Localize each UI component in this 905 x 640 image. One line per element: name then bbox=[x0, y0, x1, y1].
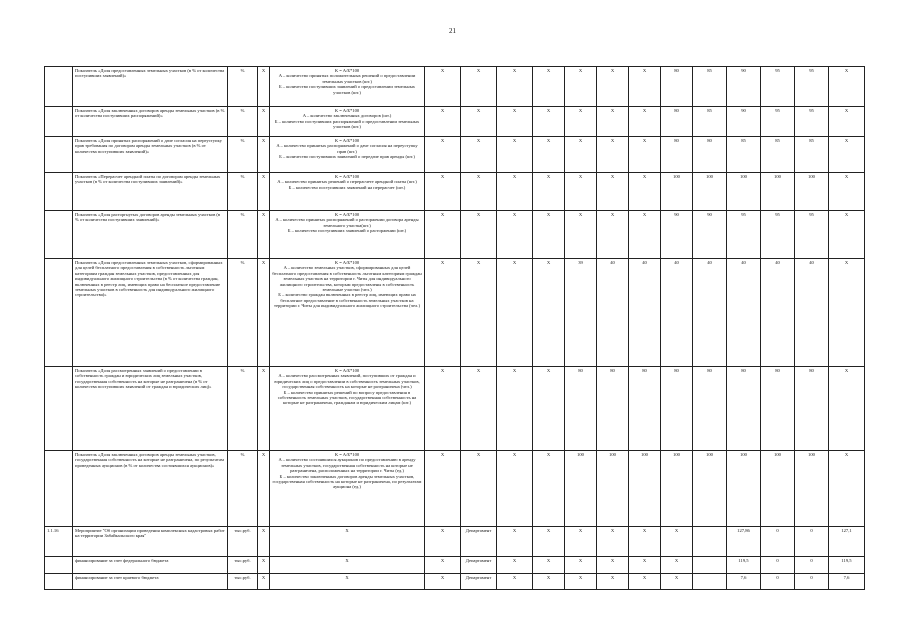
value-cell: X bbox=[533, 173, 565, 211]
unit-cell: тыс.руб. bbox=[228, 557, 258, 574]
value-cell: 127,1 bbox=[829, 527, 865, 557]
value-cell: 90 bbox=[693, 211, 727, 259]
value-cell: X bbox=[461, 211, 497, 259]
value-cell: X bbox=[533, 527, 565, 557]
row-number-cell bbox=[45, 557, 73, 574]
value-cell: X bbox=[425, 67, 461, 107]
indicator-name-cell: Показатель «Доля расторгнутых договоров аренды земельных участков (в % от количества поступивших заявлений)» bbox=[73, 211, 228, 259]
value-cell: 80 bbox=[661, 137, 693, 173]
formula-cell bbox=[270, 67, 425, 107]
value-cell bbox=[693, 527, 727, 557]
value-cell: X bbox=[425, 259, 461, 367]
value-cell: X bbox=[425, 173, 461, 211]
value-cell: 85 bbox=[693, 107, 727, 137]
table-row bbox=[45, 527, 865, 557]
value-cell: 85 bbox=[761, 137, 795, 173]
value-cell: X bbox=[425, 574, 461, 590]
row-number-cell bbox=[45, 137, 73, 173]
value-cell: X bbox=[629, 527, 661, 557]
value-cell: 0 bbox=[795, 527, 829, 557]
value-cell: X bbox=[829, 67, 865, 107]
indicator-name-cell: финансирование за счет краевого бюджета bbox=[73, 574, 228, 590]
value-cell: 7,6 bbox=[829, 574, 865, 590]
formula-line: A – количество принятых распоряжений о даче согласия на переуступку прав (шт.) bbox=[276, 143, 418, 154]
value-cell: 40 bbox=[761, 259, 795, 367]
value-cell: X bbox=[497, 211, 533, 259]
table-row bbox=[45, 173, 865, 211]
value-cell: X bbox=[661, 574, 693, 590]
value-cell: X bbox=[829, 137, 865, 173]
mark-cell: X bbox=[258, 367, 270, 451]
formula-cell bbox=[270, 107, 425, 137]
value-cell: X bbox=[533, 367, 565, 451]
value-cell: X bbox=[565, 557, 597, 574]
indicator-name-cell: Показатель «Перерасчет арендной платы по договорам аренды земельных участков (в % от количества поступивших заявлений)» bbox=[73, 173, 228, 211]
value-cell: X bbox=[829, 259, 865, 367]
table-row bbox=[45, 367, 865, 451]
value-cell: X bbox=[425, 367, 461, 451]
value-cell: 90 bbox=[727, 67, 761, 107]
value-cell: X bbox=[461, 367, 497, 451]
formula-line: K = A/Б*100 bbox=[334, 174, 360, 179]
value-cell: 80 bbox=[629, 367, 661, 451]
value-cell: 40 bbox=[661, 259, 693, 367]
formula-line: A – количество принятых распоряжений о расторжении договора аренды земельного участка(шт.) bbox=[275, 217, 419, 228]
value-cell: X bbox=[629, 67, 661, 107]
row-number-cell bbox=[45, 107, 73, 137]
value-cell: X bbox=[497, 527, 533, 557]
formula-line: K = A/Б*100 bbox=[334, 452, 360, 457]
value-cell: X bbox=[829, 451, 865, 527]
indicator-name-cell: финансирование за счет федерального бюджета bbox=[73, 557, 228, 574]
table-row bbox=[45, 107, 865, 137]
value-cell: 127,86 bbox=[727, 527, 761, 557]
formula-line: A – количество состоявшихся аукционов по предоставлению в аренду земельных участков, государственная собственность на которые не разграничена, расположенных на территории г. Читы (ед.) bbox=[278, 457, 416, 474]
value-cell: 80 bbox=[661, 367, 693, 451]
value-cell: X bbox=[829, 211, 865, 259]
value-cell: X bbox=[497, 173, 533, 211]
formula-line: X bbox=[345, 558, 349, 563]
value-cell: 100 bbox=[661, 451, 693, 527]
value-cell: 100 bbox=[761, 451, 795, 527]
value-cell: X bbox=[497, 137, 533, 173]
value-cell: 7,6 bbox=[727, 574, 761, 590]
value-cell: X bbox=[425, 451, 461, 527]
indicator-name-cell: Мероприятие "Об организации проведения комплексных кадастровых работ на территории Забайкальского края" bbox=[73, 527, 228, 557]
value-cell: 95 bbox=[761, 107, 795, 137]
value-cell: X bbox=[565, 107, 597, 137]
formula-cell bbox=[270, 259, 425, 367]
row-number-cell bbox=[45, 451, 73, 527]
value-cell: X bbox=[597, 557, 629, 574]
value-cell: 85 bbox=[795, 137, 829, 173]
formula-line: K = A/Б*100 bbox=[334, 68, 360, 73]
value-cell: 80 bbox=[727, 367, 761, 451]
formula-cell bbox=[270, 557, 425, 574]
formula-line: K = A/Б*100 bbox=[334, 368, 360, 373]
value-cell: X bbox=[533, 107, 565, 137]
mark-cell: X bbox=[258, 259, 270, 367]
value-cell: X bbox=[425, 527, 461, 557]
value-cell: X bbox=[829, 367, 865, 451]
table-body bbox=[45, 67, 865, 590]
value-cell: 100 bbox=[661, 173, 693, 211]
formula-line: X bbox=[345, 575, 349, 580]
value-cell: X bbox=[497, 367, 533, 451]
value-cell: X bbox=[661, 527, 693, 557]
value-cell: X bbox=[533, 137, 565, 173]
value-cell: X bbox=[629, 574, 661, 590]
value-cell: 0 bbox=[795, 574, 829, 590]
value-cell: 95 bbox=[761, 67, 795, 107]
value-cell: 119,5 bbox=[727, 557, 761, 574]
value-cell: 40 bbox=[629, 259, 661, 367]
unit-cell: % bbox=[228, 173, 258, 211]
value-cell: 39 bbox=[565, 259, 597, 367]
unit-cell: тыс.руб. bbox=[228, 527, 258, 557]
formula-line: A – количество принятых положительных решений о предоставлении земельных участков (шт.) bbox=[278, 73, 416, 84]
formula-line: X bbox=[345, 528, 349, 533]
value-cell: 40 bbox=[795, 259, 829, 367]
value-cell: 95 bbox=[795, 107, 829, 137]
value-cell: 80 bbox=[693, 367, 727, 451]
value-cell: X bbox=[533, 557, 565, 574]
value-cell: 80 bbox=[795, 367, 829, 451]
row-number-cell bbox=[45, 367, 73, 451]
value-cell bbox=[693, 557, 727, 574]
value-cell: 100 bbox=[629, 451, 661, 527]
value-cell: X bbox=[629, 173, 661, 211]
formula-cell bbox=[270, 173, 425, 211]
value-cell: X bbox=[829, 173, 865, 211]
value-cell: Департамент bbox=[461, 557, 497, 574]
formula-line: A – количество заключенных договоров (шт.) bbox=[302, 113, 392, 119]
mark-cell: X bbox=[258, 451, 270, 527]
value-cell: X bbox=[461, 173, 497, 211]
unit-cell: % bbox=[228, 451, 258, 527]
value-cell: 90 bbox=[727, 107, 761, 137]
value-cell: X bbox=[629, 211, 661, 259]
unit-cell: % bbox=[228, 211, 258, 259]
formula-line: K = A/Б*100 bbox=[334, 260, 360, 265]
value-cell: 119,5 bbox=[829, 557, 865, 574]
formula-line: Б – количество поступивших заявлений на перерасчет (шт.) bbox=[288, 184, 406, 190]
mark-cell: X bbox=[258, 173, 270, 211]
value-cell: X bbox=[533, 67, 565, 107]
value-cell: 100 bbox=[693, 173, 727, 211]
indicator-name-cell: Показатель «Доля принятых распоряжений о даче согласия на переуступку прав требования по договорам аренды земельных участков (в % от количества поступивших заявлений)» bbox=[73, 137, 228, 173]
value-cell: X bbox=[425, 107, 461, 137]
value-cell: 100 bbox=[795, 451, 829, 527]
row-number-cell bbox=[45, 67, 73, 107]
value-cell: 100 bbox=[795, 173, 829, 211]
value-cell: X bbox=[425, 557, 461, 574]
value-cell: 100 bbox=[565, 451, 597, 527]
value-cell: X bbox=[629, 557, 661, 574]
indicator-name-cell: Показатель «Доля рассмотренных заявлений о предоставлении в собственность граждан и юридических лиц земельных участков, государственная собственность на которые не разграничена (в % от количества поступивших заявлений от граждан и юридических лиц)» bbox=[73, 367, 228, 451]
value-cell: X bbox=[565, 67, 597, 107]
value-cell: X bbox=[533, 574, 565, 590]
formula-cell bbox=[270, 137, 425, 173]
formula-line: Б – количество поступивших заявлений о передаче прав аренды (шт.) bbox=[279, 154, 415, 160]
value-cell: 80 bbox=[661, 107, 693, 137]
value-cell: X bbox=[497, 451, 533, 527]
value-cell: X bbox=[565, 527, 597, 557]
value-cell: 85 bbox=[693, 67, 727, 107]
value-cell: 0 bbox=[761, 557, 795, 574]
value-cell: Департамент bbox=[461, 574, 497, 590]
mark-cell: X bbox=[258, 67, 270, 107]
mark-cell: X bbox=[258, 574, 270, 590]
page-number: 21 bbox=[449, 27, 456, 35]
value-cell: X bbox=[461, 107, 497, 137]
table-row bbox=[45, 451, 865, 527]
value-cell: 80 bbox=[761, 367, 795, 451]
value-cell: 0 bbox=[795, 557, 829, 574]
row-number-cell bbox=[45, 211, 73, 259]
value-cell: 40 bbox=[693, 259, 727, 367]
value-cell: X bbox=[597, 574, 629, 590]
value-cell: 100 bbox=[761, 173, 795, 211]
value-cell: X bbox=[425, 211, 461, 259]
value-cell: X bbox=[565, 137, 597, 173]
value-cell: X bbox=[661, 557, 693, 574]
value-cell: X bbox=[533, 259, 565, 367]
formula-line: A – количество рассмотренных заявлений, поступивших от граждан и юридических лиц о предоставлении в собственность земельных участков, государственная собственность на которые не разграничена (чел.) bbox=[274, 373, 420, 390]
indicator-name-cell: Показатель «Доля заключенных договоров аренды земельных участков (в % от количества поступивших распоряжений)» bbox=[73, 107, 228, 137]
formula-line: A – количество принятых решений о перерасчете арендной платы (шт.) bbox=[277, 179, 417, 185]
value-cell: 100 bbox=[727, 173, 761, 211]
value-cell: X bbox=[533, 211, 565, 259]
formula-line: K = A/Б*100 bbox=[334, 108, 360, 113]
formula-line: A – количество земельных участков, сформированных для целей бесплатного предоставления в собственность льготным категориям граждан земельных участков на территории г. Читы для индивидуального жилищного строительства, которым предоставлены в собственность земельные участки (чел.) bbox=[272, 265, 422, 293]
value-cell: X bbox=[461, 451, 497, 527]
value-cell: X bbox=[497, 574, 533, 590]
value-cell: 80 bbox=[693, 137, 727, 173]
value-cell: X bbox=[597, 527, 629, 557]
unit-cell: тыс.руб. bbox=[228, 574, 258, 590]
unit-cell: % bbox=[228, 107, 258, 137]
value-cell: X bbox=[597, 107, 629, 137]
mark-cell: X bbox=[258, 107, 270, 137]
value-cell: X bbox=[829, 107, 865, 137]
formula-line: K = A/Б*100 bbox=[334, 212, 360, 217]
value-cell: X bbox=[461, 259, 497, 367]
mark-cell: X bbox=[258, 211, 270, 259]
mark-cell: X bbox=[258, 527, 270, 557]
formula-line: K = A/Б*100 bbox=[334, 138, 360, 143]
value-cell: X bbox=[597, 137, 629, 173]
formula-cell bbox=[270, 367, 425, 451]
value-cell: 100 bbox=[693, 451, 727, 527]
unit-cell: % bbox=[228, 367, 258, 451]
indicators-table bbox=[44, 66, 865, 590]
formula-line: Б – количество принятых решений по вопросу предоставления в собственность земельных участков, государственная собственность на которые не разграничена, гражданам и юридическим лицам (шт.) bbox=[277, 389, 417, 406]
indicator-name-cell: Показатель «Доля заключенных договоров аренды земельных участков, государственная собственность на которые не разграничена, по результатам проведенных аукционов (в % от количества состоявшихся аукционов)» bbox=[73, 451, 228, 527]
value-cell: 80 bbox=[565, 367, 597, 451]
value-cell: 100 bbox=[597, 451, 629, 527]
value-cell: 100 bbox=[727, 451, 761, 527]
value-cell: 95 bbox=[795, 211, 829, 259]
formula-cell bbox=[270, 451, 425, 527]
row-number-cell bbox=[45, 574, 73, 590]
unit-cell: % bbox=[228, 137, 258, 173]
value-cell: 90 bbox=[661, 211, 693, 259]
value-cell: X bbox=[497, 107, 533, 137]
row-number-cell: 1.1.16 bbox=[45, 527, 73, 557]
value-cell: 40 bbox=[727, 259, 761, 367]
value-cell: Департамент bbox=[461, 527, 497, 557]
unit-cell: % bbox=[228, 259, 258, 367]
value-cell: X bbox=[497, 259, 533, 367]
table-row bbox=[45, 67, 865, 107]
unit-cell: % bbox=[228, 67, 258, 107]
value-cell: 95 bbox=[727, 211, 761, 259]
value-cell: X bbox=[629, 137, 661, 173]
table-row bbox=[45, 574, 865, 590]
value-cell: 0 bbox=[761, 527, 795, 557]
indicator-name-cell: Показатель «Доля предоставленных земельных участков, сформированных для целей бесплатного предоставления в собственность льготным категориям граждан земельных участков, предоставленных для индивидуального жилищного строительства (в % от количества граждан, включенных в реестр лиц, имеющих право на бесплатное предоставление земельных участков в собственность для индивидуального жилищного строительства)» bbox=[73, 259, 228, 367]
indicator-name-cell: Показатель «Доля предоставленных земельных участков (в % от количества поступивших заявлений)» bbox=[73, 67, 228, 107]
value-cell: 80 bbox=[597, 367, 629, 451]
value-cell: X bbox=[629, 107, 661, 137]
formula-cell bbox=[270, 527, 425, 557]
value-cell: X bbox=[461, 137, 497, 173]
value-cell bbox=[693, 574, 727, 590]
value-cell: X bbox=[497, 67, 533, 107]
value-cell: X bbox=[497, 557, 533, 574]
formula-cell bbox=[270, 574, 425, 590]
row-number-cell bbox=[45, 173, 73, 211]
value-cell: 80 bbox=[661, 67, 693, 107]
formula-line: Б – количество поступивших распоряжений о предоставлении земельных участков (шт.) bbox=[274, 118, 420, 130]
value-cell: 85 bbox=[727, 137, 761, 173]
value-cell: X bbox=[565, 574, 597, 590]
table-row bbox=[45, 211, 865, 259]
mark-cell: X bbox=[258, 557, 270, 574]
value-cell: 95 bbox=[761, 211, 795, 259]
value-cell: X bbox=[533, 451, 565, 527]
value-cell: X bbox=[425, 137, 461, 173]
value-cell: 0 bbox=[761, 574, 795, 590]
value-cell: X bbox=[565, 173, 597, 211]
row-number-cell bbox=[45, 259, 73, 367]
value-cell: 95 bbox=[795, 67, 829, 107]
mark-cell: X bbox=[258, 137, 270, 173]
formula-line: Б – количество поступивших заявлений о расторжении (шт.) bbox=[287, 228, 407, 234]
formula-line: Б – количество поступивших заявлений о предоставлении земельных участков (шт.) bbox=[279, 84, 415, 95]
value-cell: 40 bbox=[597, 259, 629, 367]
value-cell: X bbox=[565, 211, 597, 259]
formula-line: Б – количество граждан включенных в реестр лиц, имеющих право на бесплатное предоставление в собственность земельных участков на территории г. Читы для индивидуального жилищного строительства (чел.) bbox=[274, 292, 420, 309]
table-row bbox=[45, 557, 865, 574]
value-cell: X bbox=[597, 211, 629, 259]
table-row bbox=[45, 137, 865, 173]
value-cell: X bbox=[461, 67, 497, 107]
formula-cell bbox=[270, 211, 425, 259]
value-cell: X bbox=[597, 173, 629, 211]
value-cell: X bbox=[597, 67, 629, 107]
table-row bbox=[45, 259, 865, 367]
formula-line: Б – количество заключенных договоров аренды земельных участков, государственная собственность на которые не разграничена, по результатам аукциона (ед.) bbox=[272, 473, 422, 490]
